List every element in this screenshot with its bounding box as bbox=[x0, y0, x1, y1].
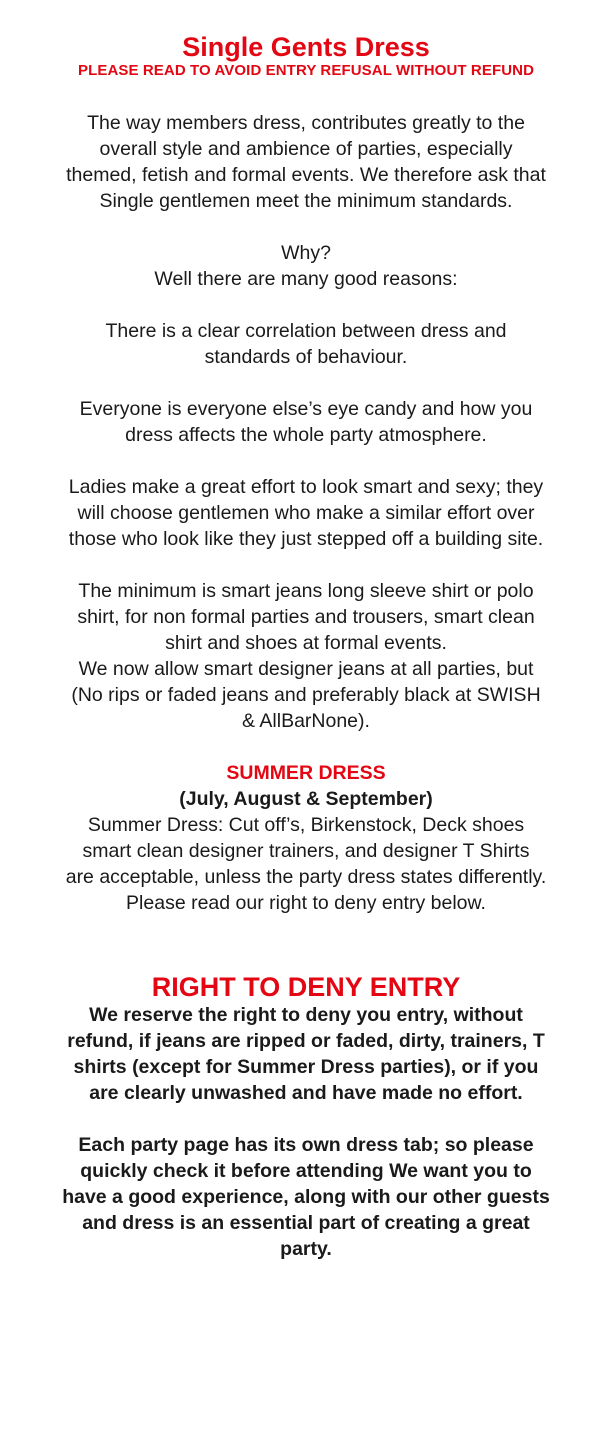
reason-paragraph-behaviour bbox=[34, 318, 578, 370]
dress-tab-paragraph bbox=[34, 1132, 578, 1262]
summer-dress-months: (July, August & September) bbox=[179, 788, 433, 810]
deny-line: refund, if jeans are ripped or faded, dirty, trainers, T bbox=[67, 1030, 545, 1052]
summer-line: Summer Dress: Cut off’s, Birkenstock, Deck shoes bbox=[87, 814, 525, 836]
deny-line: are clearly unwashed and have made no effort. bbox=[89, 1082, 523, 1104]
intro-line: The way members dress, contributes greatly to the bbox=[87, 112, 525, 134]
deny-line: We reserve the right to deny you entry, without bbox=[89, 1004, 523, 1026]
why-question: Why? bbox=[281, 242, 331, 264]
intro-line: Single gentlemen meet the minimum standards. bbox=[99, 190, 513, 212]
dress-tab-line: quickly check it before attending We want you to bbox=[80, 1160, 532, 1182]
summer-dress-heading: SUMMER DRESS bbox=[226, 762, 386, 784]
minimum-line: (No rips or faded jeans and preferably black at SWISH bbox=[71, 684, 541, 706]
reason-line: dress affects the whole party atmosphere. bbox=[125, 424, 487, 446]
reason-line: Ladies make a great effort to look smart and sexy; they bbox=[68, 476, 544, 498]
intro-paragraph bbox=[34, 110, 578, 214]
minimum-line: shirt and shoes at formal events. bbox=[165, 632, 447, 654]
summer-line: are acceptable, unless the party dress states differently. bbox=[65, 866, 547, 888]
intro-line: themed, fetish and formal events. We therefore ask that bbox=[66, 164, 546, 186]
reason-line: Everyone is everyone else’s eye candy and how you bbox=[79, 398, 533, 420]
reason-paragraph-eye-candy bbox=[34, 396, 578, 448]
deny-entry-heading: RIGHT TO DENY ENTRY bbox=[151, 972, 461, 1002]
intro-line: overall style and ambience of parties, especially bbox=[99, 138, 513, 160]
dress-tab-line: and dress is an essential part of creating a great bbox=[82, 1212, 530, 1234]
minimum-line: The minimum is smart jeans long sleeve shirt or polo bbox=[78, 580, 534, 602]
minimum-line: We now allow smart designer jeans at all parties, but bbox=[78, 658, 534, 680]
reason-line: those who look like they just stepped off a building site. bbox=[68, 528, 544, 550]
why-answer: Well there are many good reasons: bbox=[154, 268, 458, 290]
reason-line: standards of behaviour. bbox=[204, 346, 408, 368]
dress-tab-line: party. bbox=[280, 1238, 332, 1260]
reason-line: There is a clear correlation between dress and bbox=[105, 320, 507, 342]
reason-line: will choose gentlemen who make a similar effort over bbox=[77, 502, 535, 524]
page-title: Single Gents Dress bbox=[182, 32, 430, 62]
summer-dress-paragraph bbox=[34, 812, 578, 916]
minimum-line: & AllBarNone). bbox=[242, 710, 370, 732]
deny-entry-paragraph bbox=[34, 1002, 578, 1106]
minimum-standards-paragraph bbox=[34, 578, 578, 734]
reason-paragraph-ladies bbox=[34, 474, 578, 552]
summer-line: smart clean designer trainers, and designer T Shirts bbox=[82, 840, 530, 862]
deny-line: shirts (except for Summer Dress parties), or if you bbox=[73, 1056, 539, 1078]
minimum-line: shirt, for non formal parties and trousers, smart clean bbox=[77, 606, 535, 628]
page-subtitle-warning: PLEASE READ TO AVOID ENTRY REFUSAL WITHOUT REFUND bbox=[77, 62, 535, 79]
dress-tab-line: have a good experience, along with our other guests bbox=[62, 1186, 550, 1208]
dress-tab-line: Each party page has its own dress tab; so please bbox=[78, 1134, 534, 1156]
summer-line: Please read our right to deny entry below. bbox=[126, 892, 486, 914]
why-paragraph bbox=[34, 240, 578, 292]
